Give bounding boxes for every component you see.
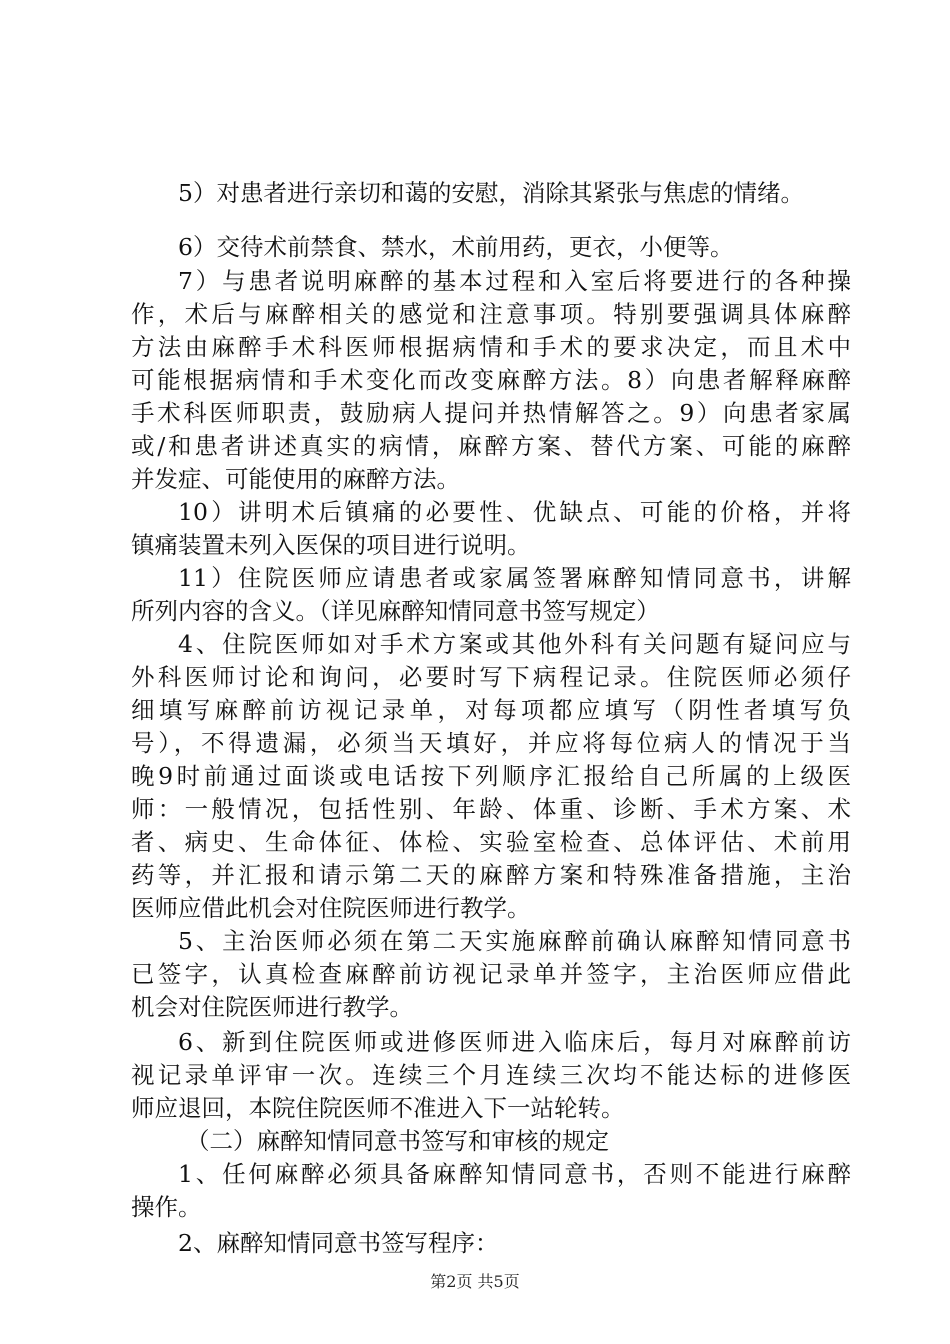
text-line: 7）与患者说明麻醉的基本过程和入室后将要进行的各种操 bbox=[178, 267, 851, 295]
section-heading: （二）麻醉知情同意书签写和审核的规定 bbox=[186, 1127, 609, 1155]
text-line: 6）交待术前禁食、禁水，术前用药，更衣，小便等。 bbox=[178, 233, 734, 261]
text-line: 医师应借此机会对住院医师进行教学。 bbox=[131, 894, 531, 922]
text-line: 操作。 bbox=[131, 1193, 202, 1221]
text-line: 手术科医师职责，鼓励病人提问并热情解答之。9）向患者家属 bbox=[131, 399, 851, 427]
text-line: 并发症、可能使用的麻醉方法。 bbox=[131, 465, 460, 493]
text-line: 4、住院医师如对手术方案或其他外科有关问题有疑问应与 bbox=[178, 630, 851, 658]
text-line: 外科医师讨论和询问，必要时写下病程记录。住院医师必须仔 bbox=[131, 663, 851, 691]
text-line: 2、麻醉知情同意书签写程序： bbox=[178, 1229, 499, 1257]
text-line: 5）对患者进行亲切和蔼的安慰，消除其紧张与焦虑的情绪。 bbox=[178, 179, 804, 207]
text-line: 号），不得遗漏，必须当天填好，并应将每位病人的情况于当 bbox=[131, 729, 851, 757]
text-line: 镇痛装置未列入医保的项目进行说明。 bbox=[131, 531, 531, 559]
text-line: 或/和患者讲述真实的病情，麻醉方案、替代方案、可能的麻醉 bbox=[131, 432, 851, 460]
text-line: 药等，并汇报和请示第二天的麻醉方案和特殊准备措施，主治 bbox=[131, 861, 851, 889]
text-line: 方法由麻醉手术科医师根据病情和手术的要求决定，而且术中 bbox=[131, 333, 851, 361]
text-line: 晚9时前通过面谈或电话按下列顺序汇报给自己所属的上级医 bbox=[131, 762, 851, 790]
text-line: 已签字，认真检查麻醉前访视记录单并签字，主治医师应借此 bbox=[131, 960, 851, 988]
text-line: 者、病史、生命体征、体检、实验室检查、总体评估、术前用 bbox=[131, 828, 851, 856]
text-line: 1、任何麻醉必须具备麻醉知情同意书，否则不能进行麻醉 bbox=[178, 1160, 851, 1188]
text-line: 5、主治医师必须在第二天实施麻醉前确认麻醉知情同意书 bbox=[178, 927, 851, 955]
text-line: 所列内容的含义。（详见麻醉知情同意书签写规定） bbox=[131, 597, 660, 625]
text-line: 6、新到住院医师或进修医师进入临床后，每月对麻醉前访 bbox=[178, 1028, 851, 1056]
text-line: 10）讲明术后镇痛的必要性、优缺点、可能的价格，并将 bbox=[178, 498, 851, 526]
text-line: 可能根据病情和手术变化而改变麻醉方法。8）向患者解释麻醉 bbox=[131, 366, 851, 394]
page-number: 第2页 共5页 bbox=[430, 1272, 520, 1291]
text-line: 细填写麻醉前访视记录单，对每项都应填写（阴性者填写负 bbox=[131, 696, 851, 724]
text-line: 师应退回，本院住院医师不准进入下一站轮转。 bbox=[131, 1094, 625, 1122]
text-line: 11）住院医师应请患者或家属签署麻醉知情同意书，讲解 bbox=[178, 564, 851, 592]
text-line: 视记录单评审一次。连续三个月连续三次均不能达标的进修医 bbox=[131, 1061, 851, 1089]
text-line: 作，术后与麻醉相关的感觉和注意事项。特别要强调具体麻醉 bbox=[131, 300, 851, 328]
text-line: 机会对住院医师进行教学。 bbox=[131, 993, 413, 1021]
text-line: 师：一般情况，包括性别、年龄、体重、诊断、手术方案、术 bbox=[131, 795, 851, 823]
